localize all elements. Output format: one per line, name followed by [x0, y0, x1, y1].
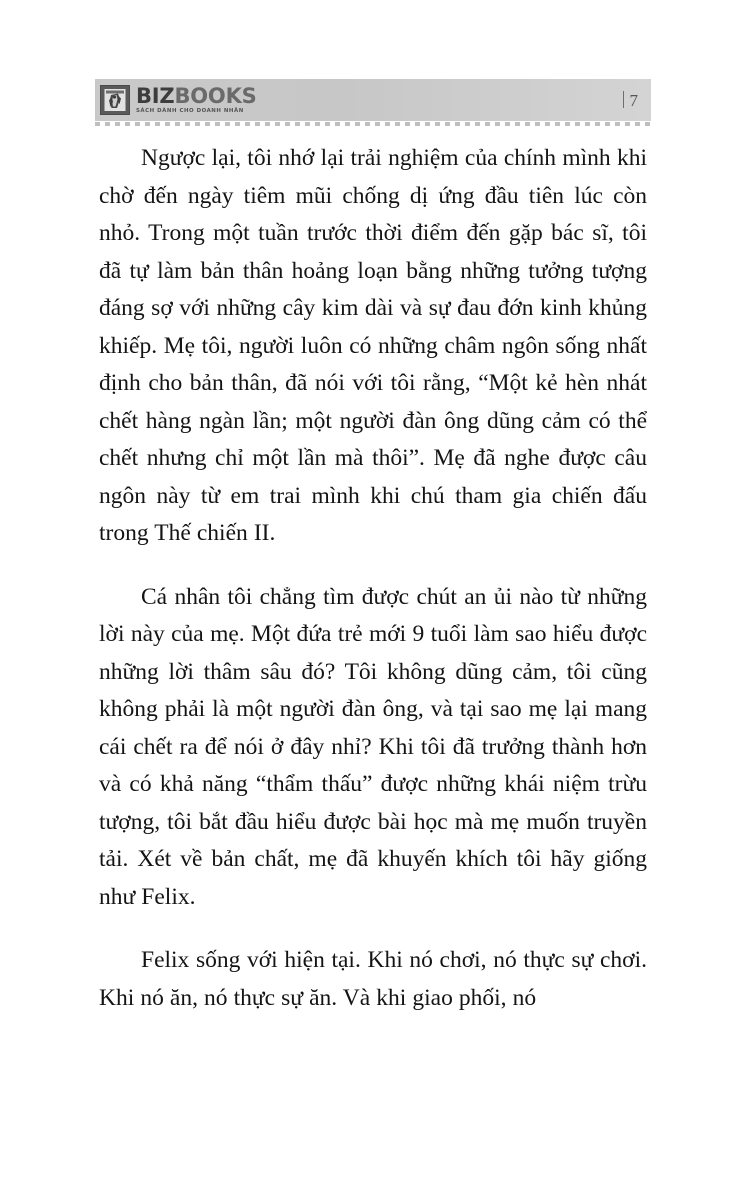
- folio-separator-rule: [623, 91, 624, 108]
- page-body-text: [99, 140, 647, 1017]
- bizbooks-logo: [100, 85, 257, 115]
- logo-title-biz: BIZ: [136, 83, 175, 108]
- logo-tagline: SÁCH DÀNH CHO DOANH NHÂN: [136, 108, 244, 115]
- page-number: 7: [629, 91, 638, 110]
- page-folio: [623, 89, 641, 111]
- logo-title-books: BOOKS: [174, 83, 257, 108]
- paragraph: Cá nhân tôi chẳng tìm được chút an ủi nào từ những lời này của mẹ. Một đứa trẻ mới 9 tuổi làm sao hiểu được những lời thâm sâu đó? Tôi không dũng cảm, tôi cũng không phải là một người đàn ông, và tại sao mẹ lại mang cái chết ra để nói ở đây nhỉ? Khi tôi đã trưởng thành hơn và có khả năng “thẩm thấu” được những khái niệm trừu tượng, tôi bắt đầu hiểu được bài học mà mẹ muốn truyền tải. Xét về bản chất, mẹ đã khuyến khích tôi hãy giống như Felix.: [99, 583, 647, 910]
- paragraph: Ngược lại, tôi nhớ lại trải nghiệm của chính mình khi chờ đến ngày tiêm mũi chống dị ứng đầu tiên lúc còn nhỏ. Trong một tuần trước thời điểm đến gặp bác sĩ, tôi đã tự làm bản thân hoảng loạn bằng những tưởng tượng đáng sợ với những cây kim dài và sự đau đớn kinh khủng khiếp. Mẹ tôi, người luôn có những châm ngôn sống nhất định cho bản thân, đã nói với tôi rằng, “Một kẻ hèn nhát chết hàng ngàn lần; một người đàn ông dũng cảm có thể chết nhưng chỉ một lần mà thôi”. Mẹ đã nghe được câu ngôn này từ em trai mình khi chú tham gia chiến đấu trong Thế chiến II.: [99, 145, 647, 546]
- logo-title: [136, 83, 257, 108]
- bizbooks-book-logo-icon: [100, 85, 130, 115]
- logo-wordmark: [136, 83, 257, 115]
- paragraph: Felix sống với hiện tại. Khi nó chơi, nó thực sự chơi. Khi nó ăn, nó thực sự ăn. Và khi giao phối, nó: [99, 947, 647, 1011]
- running-header: [95, 79, 651, 121]
